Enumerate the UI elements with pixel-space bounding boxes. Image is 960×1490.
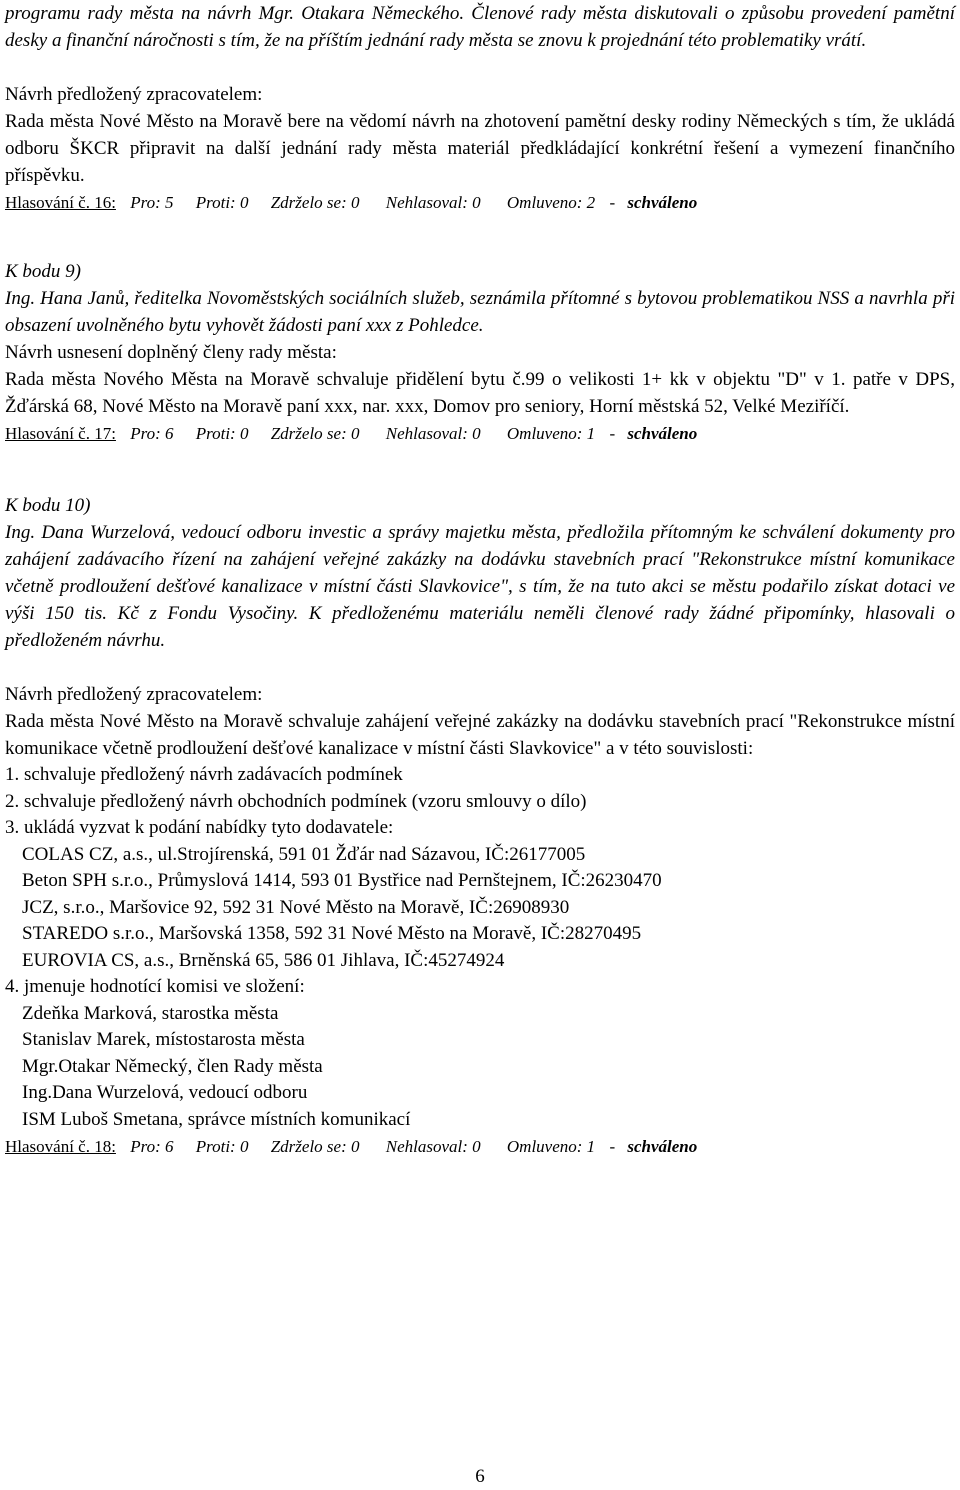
- vote-omluveno: Omluveno: 1: [506, 1137, 596, 1156]
- proposal-heading: Návrh předložený zpracovatelem:: [5, 84, 263, 105]
- vote-nehlasoval: Nehlasoval: 0: [385, 1137, 481, 1156]
- vote-omluveno: Omluveno: 2: [506, 193, 596, 212]
- resolution-item: 3. ukládá vyzvat k podání nabídky tyto dodavatele:: [5, 817, 394, 838]
- committee-member: Ing.Dana Wurzelová, vedoucí odboru: [22, 1082, 308, 1103]
- vote-label: Hlasování č. 16:: [5, 193, 116, 212]
- vote-zdrzelo: Zdrželo se: 0: [270, 1137, 360, 1156]
- vote-line-16: [5, 189, 955, 216]
- bod-9-description: Ing. Hana Janů, ředitelka Novoměstských sociálních služeb, seznámila přítomné s bytovou problematikou NSS a navrhla při obsazení uvolněného bytu vyhovět žádosti paní xxx z Pohledce.: [5, 288, 955, 336]
- vote-label: Hlasování č. 17:: [5, 424, 116, 443]
- supplier-item: STAREDO s.r.o., Maršovská 1358, 592 31 Nové Město na Moravě, IČ:28270495: [22, 923, 642, 944]
- vote-dash: -: [609, 193, 616, 212]
- resolution-text: Rada města Nového Města na Moravě schvaluje přidělení bytu č.99 o velikosti 1+ kk v objektu "D" v 1. patře v DPS, Žďárská 68, Nové Město na Moravě paní xxx, nar. xxx, Domov pro seniory, Horní městská 52, Velké Meziříčí.: [5, 369, 955, 417]
- vote-result: schváleno: [627, 424, 698, 443]
- vote-proti: Proti: 0: [195, 193, 249, 212]
- vote-nehlasoval: Nehlasoval: 0: [385, 424, 481, 443]
- vote-label: Hlasování č. 18:: [5, 1137, 116, 1156]
- vote-result: schváleno: [627, 193, 698, 212]
- proposal-heading: Návrh předložený zpracovatelem:: [5, 684, 263, 705]
- committee-member: Stanislav Marek, místostarosta města: [22, 1029, 305, 1050]
- vote-dash: -: [609, 424, 616, 443]
- resolution-item: 2. schvaluje předložený návrh obchodních podmínek (vzoru smlouvy o dílo): [5, 790, 587, 812]
- vote-zdrzelo: Zdrželo se: 0: [270, 424, 360, 443]
- vote-proti: Proti: 0: [195, 1137, 249, 1156]
- vote-nehlasoval: Nehlasoval: 0: [385, 193, 481, 212]
- supplier-item: COLAS CZ, a.s., ul.Strojírenská, 591 01 Žďár nad Sázavou, IČ:26177005: [22, 843, 586, 865]
- resolution-text: Rada města Nové Město na Moravě schvaluje zahájení veřejné zakázky na dodávku stavebních prací "Rekonstrukce místní komunikace včetně prodloužení dešťové kanalizace v místní části Slavkovice" a v této souvislosti:: [5, 711, 955, 759]
- resolution-text: Rada města Nové Město na Moravě bere na vědomí návrh na zhotovení pamětní desky rodiny Německých s tím, že ukládá odboru ŠKCR připravit na další jednání rady města materiál předkládající konkrétní řešení a vymezení finančního příspěvku.: [5, 111, 955, 186]
- resolution-heading: Návrh usnesení doplněný členy rady města:: [5, 342, 337, 363]
- resolution-items: [5, 762, 955, 1133]
- vote-result: schváleno: [627, 1137, 698, 1156]
- vote-dash: -: [609, 1137, 616, 1156]
- committee-member: ISM Luboš Smetana, správce místních komunikací: [22, 1108, 411, 1130]
- vote-zdrzelo: Zdrželo se: 0: [270, 193, 360, 212]
- committee-member: Zdeňka Marková, starostka města: [22, 1002, 279, 1024]
- supplier-list: [5, 842, 955, 975]
- section-title-bod-10: K bodu 10): [5, 495, 91, 516]
- supplier-item: Beton SPH s.r.o., Průmyslová 1414, 593 01 Bystřice nad Pernštejnem, IČ:26230470: [22, 870, 662, 891]
- vote-pro: Pro: 6: [130, 424, 174, 443]
- vote-line-18: [5, 1133, 955, 1160]
- bod-10-description: Ing. Dana Wurzelová, vedoucí odboru investic a správy majetku města, předložila přítomným ke schválení dokumenty pro zahájení zadávacího řízení na zahájení veřejné zakázky na dodávku stavebních prací "Rekonstrukce místní komunikace včetně prodloužení dešťové kanalizace v místní části Slavkovice", s tím, že na tuto akci se městu podařilo získat dotaci ve výši 150 tis. Kč z Fondu Vysočiny. K předloženému materiálu neměli členové rady žádné připomínky, hlasovali o předloženém návrhu.: [5, 522, 955, 651]
- vote-pro: Pro: 6: [130, 1137, 174, 1156]
- vote-omluveno: Omluveno: 1: [506, 424, 596, 443]
- resolution-item: 4. jmenuje hodnotící komisi ve složení:: [5, 976, 305, 997]
- resolution-item: 1. schvaluje předložený návrh zadávacích podmínek: [5, 764, 403, 785]
- section-title-bod-9: K bodu 9): [5, 261, 81, 282]
- intro-paragraph: programu rady města na návrh Mgr. Otakara Německého. Členové rady města diskutovali o způsobu provedení pamětní desky a finanční náročnosti s tím, že na příštím jednání rady města se znovu k projednání této problematiky vrátí.: [5, 3, 955, 51]
- vote-pro: Pro: 5: [130, 193, 174, 212]
- document-page: [5, 0, 955, 1160]
- committee-list: [5, 1001, 955, 1134]
- vote-line-17: [5, 420, 955, 447]
- committee-member: Mgr.Otakar Německý, člen Rady města: [22, 1055, 323, 1077]
- page-number: 6: [475, 1466, 485, 1487]
- supplier-item: EUROVIA CS, a.s., Brněnská 65, 586 01 Jihlava, IČ:45274924: [22, 949, 505, 971]
- supplier-item: JCZ, s.r.o., Maršovice 92, 592 31 Nové Město na Moravě, IČ:26908930: [22, 896, 570, 918]
- vote-proti: Proti: 0: [195, 424, 249, 443]
